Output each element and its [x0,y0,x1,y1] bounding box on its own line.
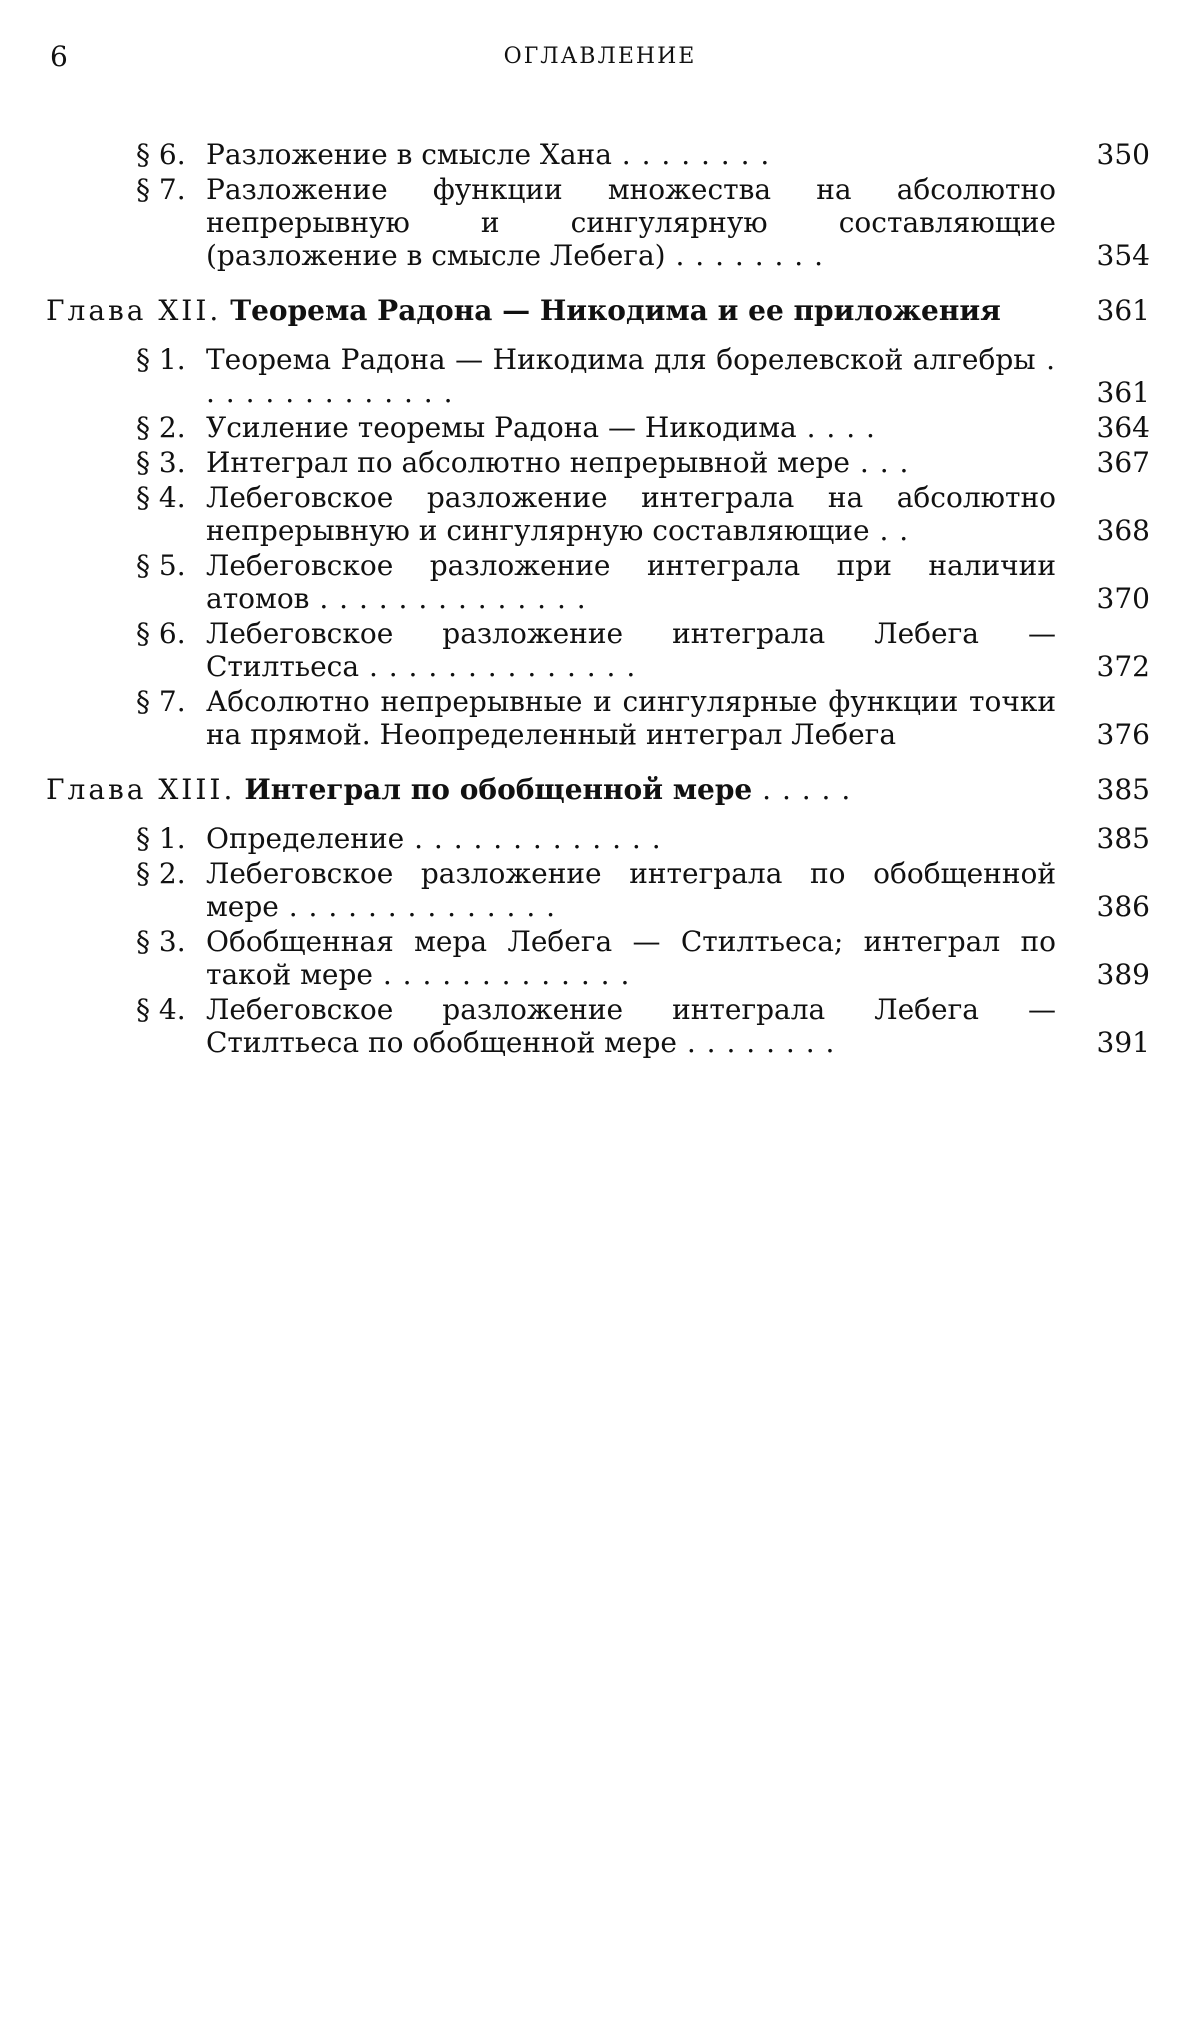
section-title: Разложение функции множества на абсолютно непрерывную и сингулярную составляющие (разложение в смысле Лебега) [206,173,1056,272]
section-title: Лебеговское разложение интеграла по обобщенной мере [206,857,1056,923]
section-number: § 2. [136,857,186,890]
section-number: § 3. [136,925,186,958]
page-ref: 385 [1096,773,1150,806]
section-title: Абсолютно непрерывные и сингулярные функции точки на прямой. Неопределенный интеграл Лебега [206,685,1056,751]
page-ref: 367 [1096,446,1150,479]
table-of-contents [0,138,1200,1061]
page-ref: 361 [1096,294,1150,327]
section-title: Теорема Радона — Никодима для борелевской алгебры [206,343,1036,376]
toc-section-row [0,446,1200,479]
section-title: Интеграл по абсолютно непрерывной мере [206,446,850,479]
page-ref: 389 [1096,958,1150,991]
dot-leader: . . . . . . . . . . . . . . [278,890,557,923]
dot-leader: . . . . . . . . [611,138,771,171]
toc-chapter-row [0,294,1200,327]
dot-leader: . . . [850,446,910,479]
running-title: ОГЛАВЛЕНИЕ [503,44,697,69]
page-ref: 350 [1096,138,1150,171]
toc-section-row [0,343,1200,409]
chapter-title: Теорема Радона — Никодима и ее приложения [230,294,1001,327]
section-number: § 1. [136,343,186,376]
page-ref: 368 [1096,514,1150,547]
entry-text [206,617,1056,683]
toc-chapter-row [0,773,1200,806]
entry-text [206,549,1056,615]
section-number: § 6. [136,138,186,171]
toc-section-row [0,925,1200,991]
page-ref: 364 [1096,411,1150,444]
entry-text [46,294,1056,327]
section-title: Обобщенная мера Лебега — Стилтьеса; интеграл по такой мере [206,925,1056,991]
section-number: § 7. [136,173,186,206]
toc-section-row [0,173,1200,272]
page-ref: 376 [1096,718,1150,751]
page-ref: 361 [1096,376,1150,409]
page-ref: 372 [1096,650,1150,683]
toc-section-row [0,138,1200,171]
entry-text [206,446,1056,479]
section-title: Определение [206,822,405,855]
toc-section-row [0,993,1200,1059]
section-number: § 4. [136,481,186,514]
page-ref: 370 [1096,582,1150,615]
dot-leader: . . . . . . . . . . . . . . [206,343,1056,409]
page-ref: 386 [1096,890,1150,923]
dot-leader: . . . . . . . . . . . . . [372,958,631,991]
dot-leader: . . . . . [752,773,852,806]
dot-leader: . . . . . . . . [665,239,824,272]
entry-text [206,173,1056,272]
section-number: § 5. [136,549,186,582]
dot-leader: . . . . . . . . [676,1026,836,1059]
chapter-title: Интеграл по обобщенной мере [244,773,753,806]
entry-text [206,481,1056,547]
entry-text [206,138,1056,171]
page-header [0,36,1200,76]
page-number: 6 [50,40,68,73]
entry-text [206,993,1056,1059]
toc-section-row [0,481,1200,547]
section-title: Лебеговское разложение интеграла при наличии атомов [206,549,1056,615]
toc-section-row [0,411,1200,444]
section-title: Лебеговское разложение интеграла Лебега — Стилтьеса по обобщенной мере [206,993,1056,1059]
entry-text [206,857,1056,923]
section-title: Лебеговское разложение интеграла Лебега — Стилтьеса [206,617,1056,683]
entry-text [206,685,1056,751]
section-number: § 4. [136,993,186,1026]
toc-section-row [0,685,1200,751]
chapter-label: Глава XII. [46,294,222,327]
entry-text [206,925,1056,991]
dot-leader: . . . . . . . . . . . . . . [359,650,637,683]
entry-text [46,773,1056,806]
toc-section-row [0,822,1200,855]
page-ref: 391 [1096,1026,1150,1059]
dot-leader: . . [869,514,910,547]
toc-section-row [0,549,1200,615]
dot-leader: . . . . . . . . . . . . . . [309,582,587,615]
page-ref: 354 [1096,239,1150,272]
section-title: Усиление теоремы Радона — Никодима [206,411,797,444]
section-number: § 6. [136,617,186,650]
page-ref: 385 [1096,822,1150,855]
dot-leader: . . . . . . . . . . . . . [404,822,662,855]
entry-text [206,411,1056,444]
dot-leader: . . . . [796,411,876,444]
toc-section-row [0,857,1200,923]
section-number: § 3. [136,446,186,479]
section-number: § 7. [136,685,186,718]
entry-text [206,343,1056,409]
toc-section-row [0,617,1200,683]
section-title: Разложение в смысле Хана [206,138,612,171]
section-number: § 2. [136,411,186,444]
entry-text [206,822,1056,855]
section-number: § 1. [136,822,186,855]
section-title: Лебеговское разложение интеграла на абсолютно непрерывную и сингулярную составляющие [206,481,1056,547]
chapter-label: Глава XIII. [46,773,236,806]
